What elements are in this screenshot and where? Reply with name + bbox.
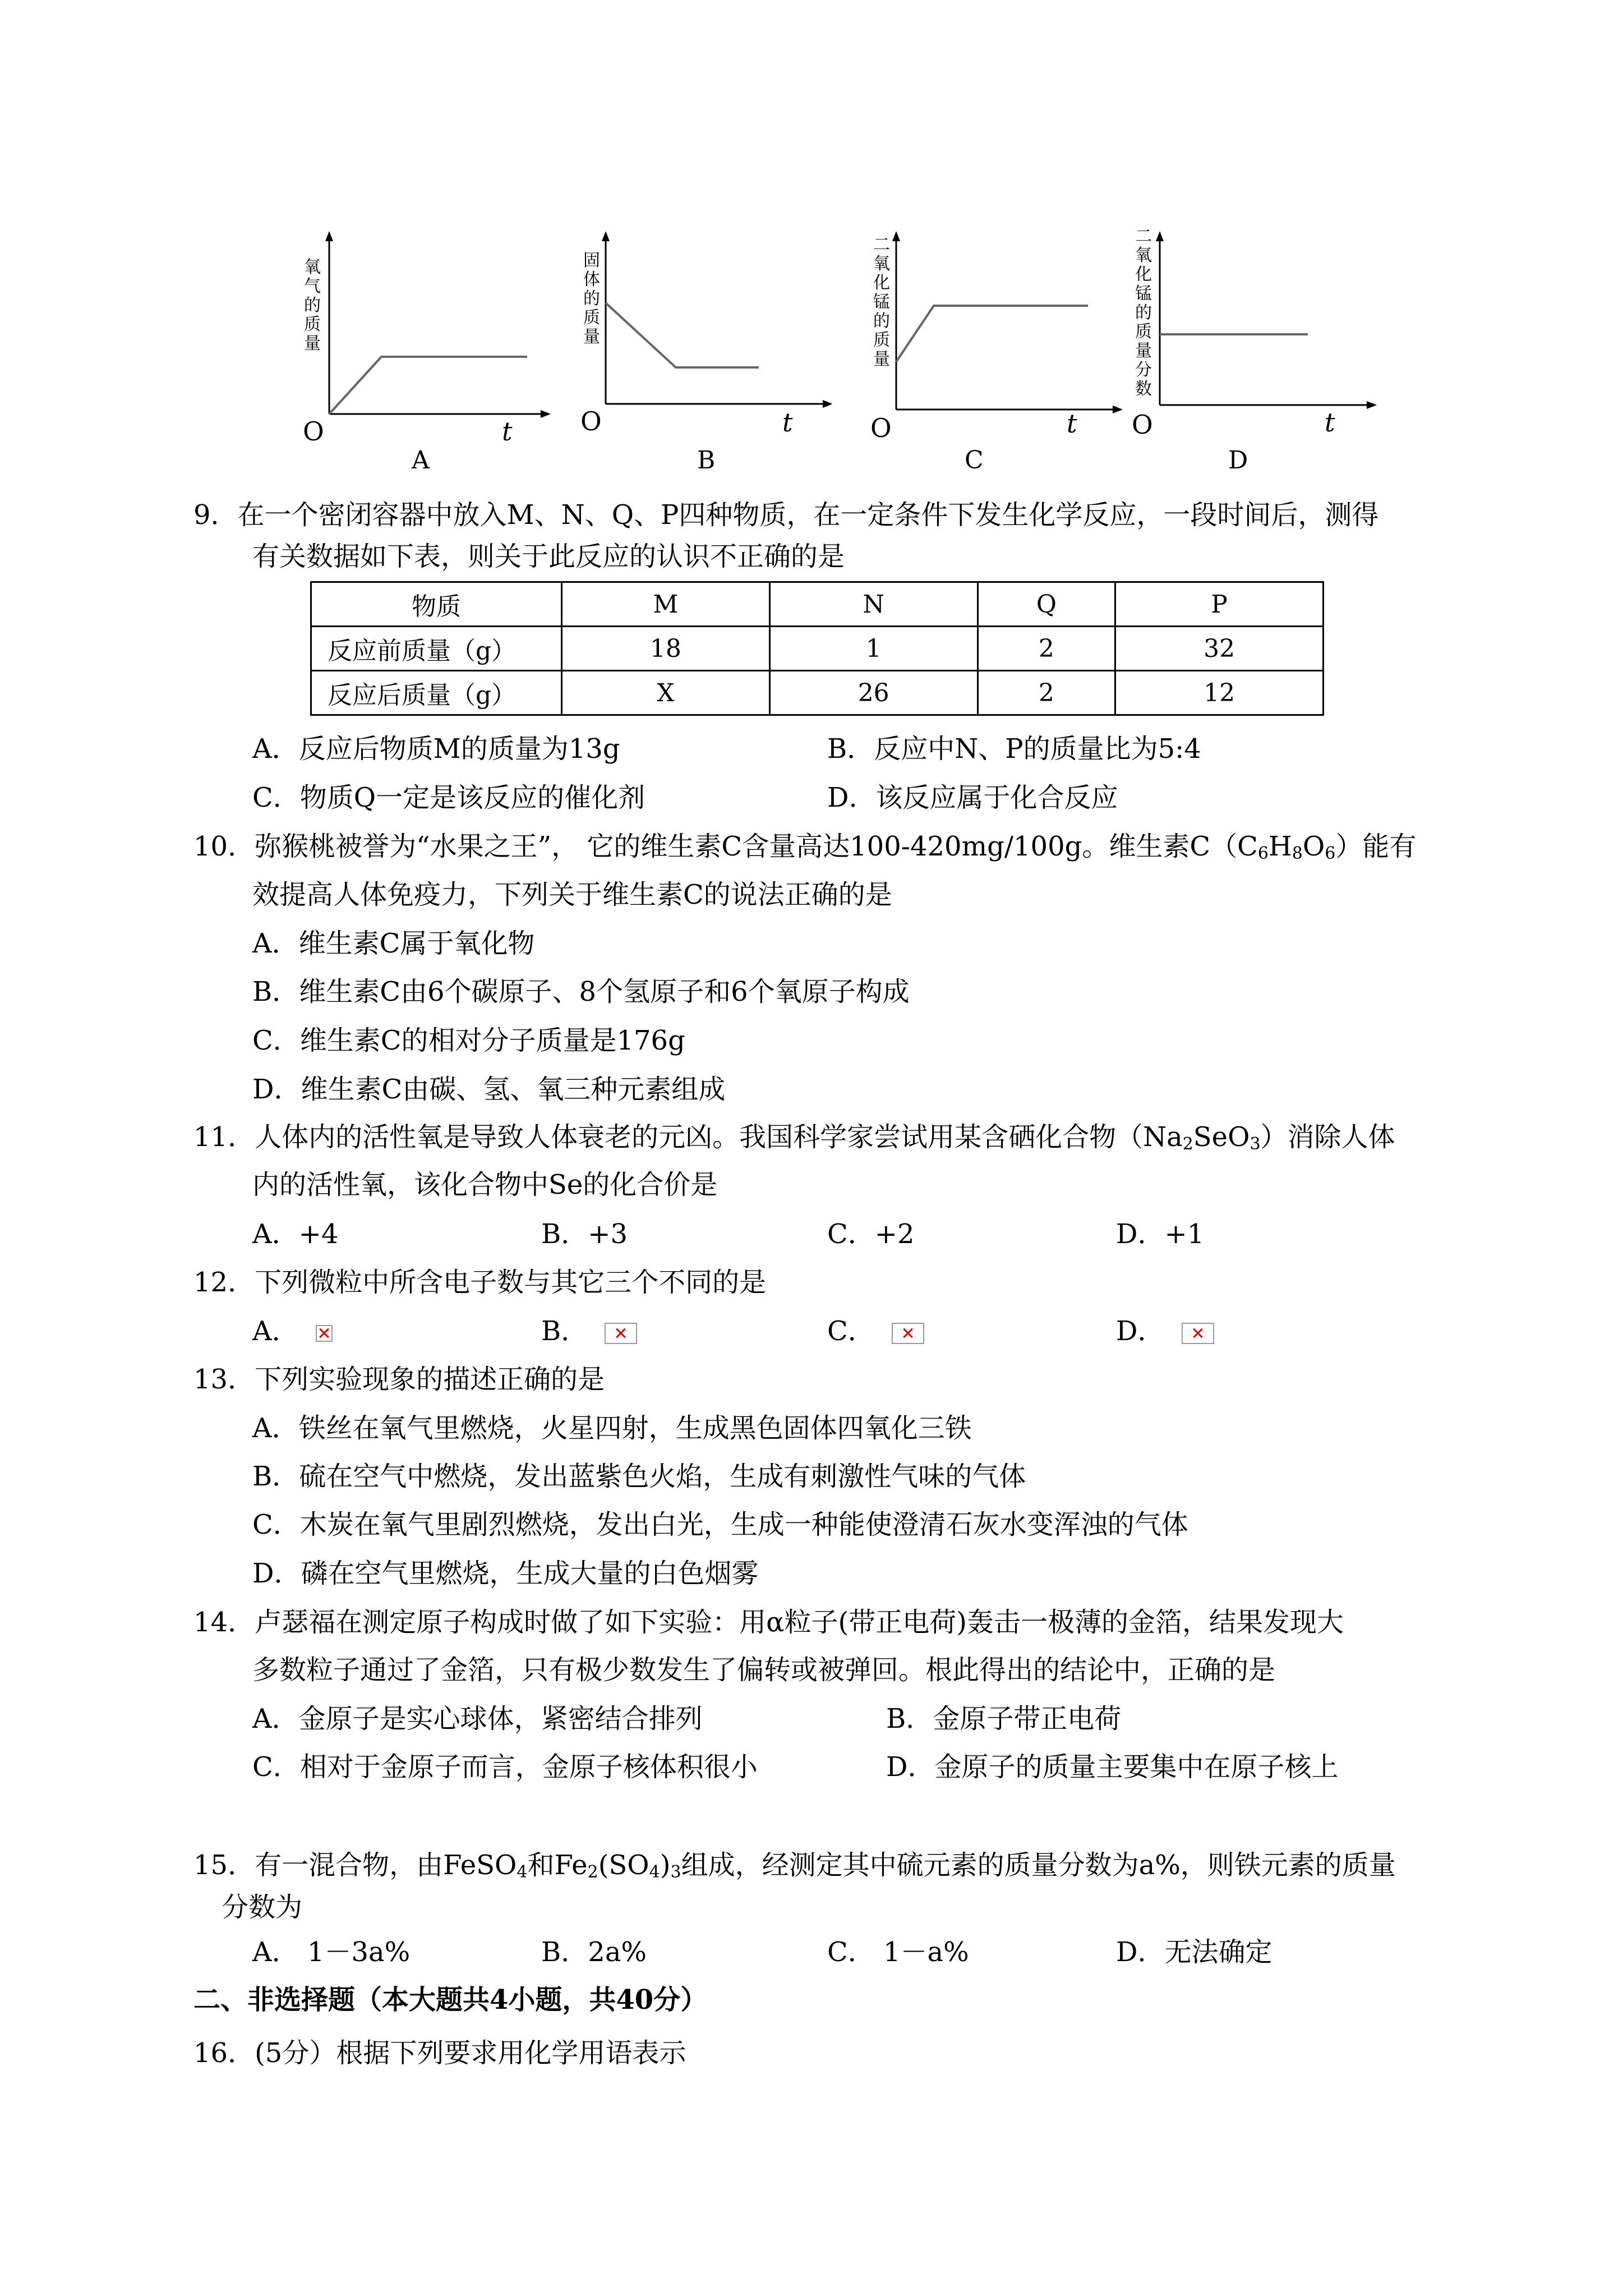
q15-stem-line2: 分数为	[222, 1892, 303, 1923]
q15-text-4: )	[660, 1849, 671, 1881]
graph-a-y-label: 氧气的质量	[304, 257, 321, 353]
q15-option-c: C． 1－a%	[827, 1936, 969, 1968]
graph-c-y-label: 二氧化锰的质量	[873, 235, 890, 369]
subscript: 3	[670, 1862, 681, 1882]
q12-option-b-label: B．	[541, 1315, 588, 1347]
table-cell: Q	[978, 582, 1115, 627]
graph-c	[864, 224, 1127, 482]
q14-option-b: B．金原子带正电荷	[886, 1703, 1122, 1734]
table-cell: M	[562, 582, 770, 627]
q11-option-c: C．+2	[827, 1218, 915, 1250]
table-row	[311, 582, 1324, 627]
q10-formula-o: O	[1302, 831, 1325, 862]
table-cell: P	[1115, 582, 1324, 627]
q15-text-5: 组成，经测定其中硫元素的质量分数为a%，则铁元素的质量	[681, 1849, 1396, 1881]
graph-a-origin: O	[303, 416, 324, 447]
table-cell: 反应前质量（g）	[311, 627, 562, 671]
q12-option-b	[541, 1314, 637, 1348]
q10-option-c: C．维生素C的相对分子质量是176g	[252, 1025, 685, 1056]
graph-c-origin: O	[870, 413, 892, 443]
table-cell: 12	[1115, 671, 1324, 715]
q10-stem-line1	[193, 830, 1416, 863]
q9-table	[310, 581, 1324, 716]
subscript: 8	[1292, 844, 1303, 863]
q11-option-d: D．+1	[1116, 1218, 1205, 1250]
table-cell: 1	[769, 627, 978, 671]
q9-option-c: C．物质Q一定是该反应的催化剂	[252, 782, 645, 813]
q14-stem-line1: 14．卢瑟福在测定原子构成时做了如下实验：用α粒子(带正电荷)轰击一极薄的金箔，结果发现大	[193, 1607, 1344, 1638]
q9-option-b: B．反应中N、P的质量比为5:4	[827, 733, 1201, 765]
table-cell: X	[562, 671, 770, 715]
q9-stem-line2: 有关数据如下表，则关于此反应的认识不正确的是	[252, 541, 845, 572]
q10-option-b: B．维生素C由6个碳原子、8个氢原子和6个氧原子构成	[252, 976, 910, 1007]
table-row	[311, 671, 1324, 715]
q12-option-d	[1116, 1314, 1214, 1348]
q11-stem-text-b: ）消除人体	[1260, 1121, 1395, 1153]
graph-b-x-label: t	[782, 407, 793, 438]
graph-b-origin: O	[580, 406, 602, 436]
q11-stem-line1	[193, 1120, 1395, 1154]
q12-option-c-label: C．	[827, 1315, 875, 1347]
graph-c-x-label: t	[1067, 408, 1077, 439]
graph-a	[292, 224, 555, 482]
q10-option-d: D．维生素C由碳、氢、氧三种元素组成	[252, 1074, 726, 1105]
graph-d-plot	[1127, 224, 1391, 482]
table-row	[311, 627, 1324, 671]
graph-b-letter: B	[697, 446, 716, 475]
graph-b-plot	[568, 224, 832, 482]
graph-d-origin: O	[1132, 409, 1153, 440]
graph-a-letter: A	[412, 446, 430, 475]
q15-stem-line1	[193, 1848, 1396, 1882]
q14-option-a: A．金原子是实心球体，紧密结合排列	[252, 1703, 703, 1734]
q15-text-2: 和Fe	[527, 1849, 588, 1881]
q15-option-a: A． 1－3a%	[252, 1936, 411, 1968]
q14-stem-line2: 多数粒子通过了金箔，只有极少数发生了偏转或被弹回。根此得出的结论中，正确的是	[252, 1654, 1276, 1686]
q10-stem-text-a: 10．弥猴桃被誉为“水果之王”， 它的维生素C含量高达100-420mg/100g。维生素C（C	[193, 831, 1258, 862]
q9-option-a: A．反应后物质M的质量为13g	[252, 733, 620, 765]
q13-option-d: D．磷在空气里燃烧，生成大量的白色烟雾	[252, 1558, 759, 1589]
q13-stem: 13．下列实验现象的描述正确的是	[193, 1364, 605, 1395]
graph-c-letter: C	[965, 446, 984, 475]
graph-d-x-label: t	[1325, 407, 1335, 438]
q15-option-b: B．2a%	[541, 1936, 647, 1968]
subscript: 6	[1325, 844, 1336, 863]
subscript: 6	[1257, 844, 1269, 863]
q11-option-a: A．+4	[252, 1218, 339, 1250]
graph-a-plot	[292, 224, 555, 482]
table-cell: 反应后质量（g）	[311, 671, 562, 715]
q15-text-3: (SO	[598, 1849, 649, 1881]
broken-image-icon	[1182, 1323, 1214, 1344]
q9-option-d: D．该反应属于化合反应	[827, 782, 1118, 813]
graph-d-y-label: 二氧化锰的质量分数	[1135, 227, 1152, 399]
subscript: 2	[587, 1862, 598, 1882]
table-cell: 32	[1115, 627, 1324, 671]
q15-text-1: 15．有一混合物，由FeSO	[193, 1849, 517, 1881]
q10-formula-h: H	[1268, 831, 1292, 862]
broken-image-icon	[316, 1325, 333, 1342]
table-cell: 26	[769, 671, 978, 715]
q9-stem-line1: 9．在一个密闭容器中放入M、N、Q、P四种物质，在一定条件下发生化学反应，一段时间后，测得	[193, 499, 1379, 531]
q11-option-b: B．+3	[541, 1218, 628, 1250]
q12-option-c	[827, 1314, 924, 1348]
table-cell: 2	[978, 627, 1115, 671]
broken-image-icon	[892, 1323, 924, 1344]
q14-option-c: C．相对于金原子而言，金原子核体积很小	[252, 1751, 758, 1783]
q13-option-a: A．铁丝在氧气里燃烧，火星四射，生成黑色固体四氧化三铁	[252, 1412, 972, 1444]
graph-d	[1127, 224, 1391, 482]
q12-stem: 12．下列微粒中所含电子数与其它三个不同的是	[193, 1267, 767, 1298]
graph-d-letter: D	[1228, 446, 1248, 475]
subscript: 4	[649, 1862, 660, 1882]
q12-option-d-label: D．	[1116, 1315, 1165, 1347]
q11-formula-seo: SeO	[1193, 1121, 1250, 1153]
graph-c-plot	[864, 224, 1127, 482]
q15-option-d: D．无法确定	[1116, 1936, 1272, 1968]
q13-option-b: B．硫在空气中燃烧，发出蓝紫色火焰，生成有刺激性气味的气体	[252, 1461, 1026, 1492]
q10-option-a: A．维生素C属于氧化物	[252, 928, 535, 959]
subscript: 2	[1182, 1134, 1193, 1154]
section-heading: 二、非选择题（本大题共4小题，共40分）	[193, 1984, 708, 2016]
broken-image-icon	[605, 1323, 637, 1344]
q16-stem: 16．(5分）根据下列要求用化学用语表示	[193, 2037, 686, 2069]
table-cell: 物质	[311, 582, 562, 627]
q13-option-c: C．木炭在氧气里剧烈燃烧，发出白光，生成一种能使澄清石灰水变浑浊的气体	[252, 1509, 1188, 1540]
q11-stem-line2: 内的活性氧，该化合物中Se的化合价是	[252, 1169, 718, 1200]
graph-a-x-label: t	[502, 416, 513, 447]
table-cell: 2	[978, 671, 1115, 715]
q12-option-a	[252, 1314, 333, 1348]
graph-b-y-label: 固体的质量	[583, 251, 600, 347]
table-cell: 18	[562, 627, 770, 671]
q10-stem-line2: 效提高人体免疫力，下列关于维生素C的说法正确的是	[252, 879, 892, 910]
table-cell: N	[769, 582, 978, 627]
q14-option-d: D．金原子的质量主要集中在原子核上	[886, 1751, 1339, 1783]
subscript: 3	[1249, 1134, 1261, 1154]
q10-stem-text-b: ）能有	[1335, 831, 1417, 862]
subscript: 4	[517, 1862, 528, 1882]
q11-stem-text-a: 11．人体内的活性氧是导致人体衰老的元凶。我国科学家尝试用某含硒化合物（Na	[193, 1121, 1183, 1153]
q12-option-a-label: A．	[252, 1315, 299, 1347]
graph-b	[568, 224, 832, 482]
